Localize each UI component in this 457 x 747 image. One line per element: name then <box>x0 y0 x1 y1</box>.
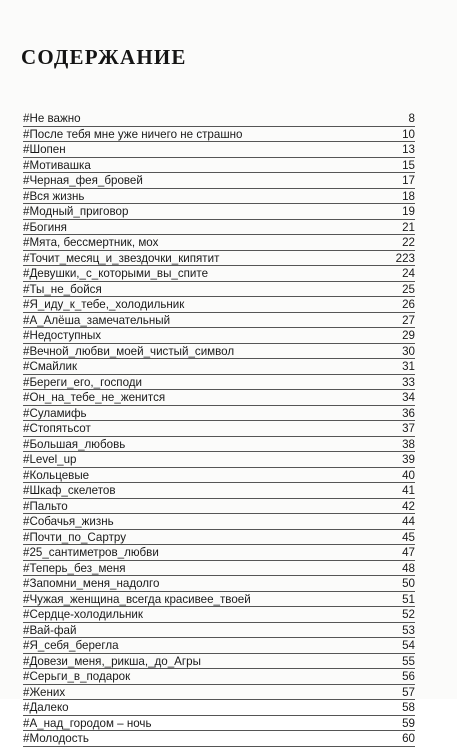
toc-entry <box>23 220 415 236</box>
page-title: СОДЕРЖАНИЕ <box>21 45 187 69</box>
toc-entry-page-number: 54 <box>402 639 415 652</box>
toc-entry <box>23 654 415 670</box>
toc-entry-title: #Смайлик <box>23 360 78 373</box>
toc-entry <box>23 111 415 127</box>
toc-entry-title: #Довези_меня,_рикша,_до_Агры <box>23 654 201 668</box>
toc-entry-title: #Сердце-холодильник <box>23 608 143 621</box>
toc-entry-page-number: 223 <box>395 251 415 265</box>
toc-entry-title: #Мотивашка <box>23 158 91 172</box>
toc-entry-page-number: 10 <box>402 127 415 141</box>
toc-entry <box>23 437 415 453</box>
toc-entry <box>23 685 415 701</box>
toc-entry-page-number: 25 <box>402 282 415 296</box>
toc-entry <box>23 406 415 422</box>
toc-entry-title: #А_Алёша_замечательный <box>23 313 171 327</box>
toc-entry <box>23 452 415 468</box>
toc-entry <box>23 266 415 282</box>
toc-entry-title: #Он_на_тебе_не_женится <box>23 391 166 404</box>
toc-entry-title: #Я_себя_берегла <box>23 639 119 652</box>
toc-entry <box>23 638 415 654</box>
toc-entry-page-number: 40 <box>402 468 415 482</box>
toc-entry-title: #Недоступных <box>23 329 102 342</box>
toc-entry-page-number: 18 <box>402 189 415 203</box>
toc-entry-title: #Большая_любовь <box>23 437 126 451</box>
toc-entry <box>23 359 415 375</box>
toc-entry-title: #Пальто <box>23 499 68 513</box>
toc-entry <box>23 607 415 623</box>
toc-entry-page-number: 42 <box>402 499 415 513</box>
toc-entry-title: #Не важно <box>23 112 81 125</box>
toc-entry <box>23 189 415 205</box>
toc-entry-page-number: 56 <box>402 670 415 683</box>
toc-entry-title: #Береги_его,_господи <box>23 375 143 389</box>
toc-entry-page-number: 45 <box>402 530 415 544</box>
toc-entry-title: #Стопятьсот <box>23 422 91 435</box>
toc-entry-title: #Богиня <box>23 220 67 234</box>
toc-entry-page-number: 27 <box>402 313 415 327</box>
toc-entry-page-number: 51 <box>402 592 415 606</box>
toc-entry <box>23 545 415 561</box>
toc-entry-page-number: 8 <box>408 112 415 125</box>
toc-entry <box>23 421 415 437</box>
toc-entry-page-number: 17 <box>402 174 415 187</box>
toc-entry-title: #Вечной_любви_моей_чистый_символ <box>23 344 235 358</box>
toc-entry-title: #Вай-фай <box>23 623 77 637</box>
toc-entry-page-number: 50 <box>402 577 415 590</box>
toc-entry-page-number: 24 <box>402 267 415 280</box>
toc-entry-page-number: 59 <box>402 716 415 730</box>
toc-entry-page-number: 60 <box>402 732 415 745</box>
toc-entry <box>23 204 415 220</box>
toc-entry-title: #Черная_фея_бровей <box>23 174 143 187</box>
toc-entry-page-number: 47 <box>402 546 415 559</box>
toc-entry <box>23 576 415 592</box>
toc-entry <box>23 235 415 251</box>
toc-entry <box>23 313 415 329</box>
toc-entry <box>23 592 415 608</box>
toc-entry-title: #Девушки,_с_которыми_вы_спите <box>23 267 209 280</box>
toc-entry-page-number: 19 <box>402 205 415 218</box>
toc-entry-title: #Жених <box>23 685 66 699</box>
toc-entry-page-number: 33 <box>402 375 415 389</box>
toc-entry-page-number: 39 <box>402 453 415 466</box>
toc-entry-title: #Чужая_женщина_всегда красивее_твоей <box>23 592 251 606</box>
toc-entry-title: #Я_иду_к_тебе,_холодильник <box>23 298 185 311</box>
toc-entry-page-number: 26 <box>402 298 415 311</box>
toc-entry-page-number: 36 <box>402 406 415 420</box>
toc-entry-page-number: 29 <box>402 329 415 342</box>
toc-entry-title: #Далеко <box>23 701 69 714</box>
toc-entry-title: #Точит_месяц_и_звездочки_кипятит <box>23 251 220 265</box>
toc-entry <box>23 514 415 530</box>
toc-entry-title: #Серьги_в_подарок <box>23 670 131 683</box>
toc-entry-title: #Ты_не_бойся <box>23 282 102 296</box>
toc-entry <box>23 468 415 484</box>
toc-entry <box>23 142 415 158</box>
toc-entry <box>23 530 415 546</box>
toc-entry-page-number: 30 <box>402 344 415 358</box>
toc-entry <box>23 700 415 716</box>
toc-entry-title: #25_сантиметров_любви <box>23 546 159 559</box>
toc-entry-page-number: 21 <box>402 220 415 234</box>
toc-entry <box>23 344 415 360</box>
toc-entry <box>23 731 415 747</box>
toc-entry <box>23 669 415 685</box>
toc-entry-page-number: 34 <box>402 391 415 404</box>
toc-entry-page-number: 13 <box>402 143 415 156</box>
toc-entry-page-number: 53 <box>402 623 415 637</box>
toc-entry-page-number: 57 <box>402 685 415 699</box>
toc-entry-page-number: 15 <box>402 158 415 172</box>
toc-entry-title: #После тебя мне уже ничего не страшно <box>23 127 243 141</box>
toc-entry-title: #Теперь_без_меня <box>23 561 126 575</box>
toc-entry <box>23 328 415 344</box>
toc-entry <box>23 158 415 174</box>
toc-entry-page-number: 48 <box>402 561 415 575</box>
toc-entry-title: #Мята, бессмертник, мох <box>23 236 159 249</box>
toc-entry <box>23 499 415 515</box>
toc-entry-page-number: 55 <box>402 654 415 668</box>
toc-entry-title: #Level_up <box>23 453 77 466</box>
toc-entry-title: #А_над_городом – ночь <box>23 716 152 730</box>
toc-entry <box>23 282 415 298</box>
toc-entry-title: #Суламифь <box>23 406 87 420</box>
toc-entry <box>23 716 415 732</box>
toc-entry-title: #Собачья_жизнь <box>23 515 114 528</box>
toc-entry-title: #Молодость <box>23 732 89 745</box>
toc-entry-page-number: 58 <box>402 701 415 714</box>
toc-entry-title: #Шопен <box>23 143 66 156</box>
toc-entry-page-number: 38 <box>402 437 415 451</box>
toc-entry-page-number: 41 <box>402 484 415 497</box>
toc-entry <box>23 173 415 189</box>
toc-entry <box>23 390 415 406</box>
toc-entry-page-number: 44 <box>402 515 415 528</box>
toc-entry-title: #Вся жизнь <box>23 189 85 203</box>
toc-entry <box>23 561 415 577</box>
toc-entry-page-number: 31 <box>402 360 415 373</box>
toc-entry-page-number: 22 <box>402 236 415 249</box>
toc-entry-page-number: 37 <box>402 422 415 435</box>
table-of-contents <box>23 111 415 747</box>
toc-entry-title: #Модный_приговор <box>23 205 129 218</box>
toc-entry-title: #Почти_по_Сартру <box>23 530 126 544</box>
toc-entry-title: #Запомни_меня_надолго <box>23 577 160 590</box>
toc-entry-title: #Кольцевые <box>23 468 90 482</box>
toc-entry <box>23 375 415 391</box>
toc-entry <box>23 623 415 639</box>
toc-entry <box>23 297 415 313</box>
toc-entry <box>23 251 415 267</box>
toc-entry <box>23 483 415 499</box>
toc-entry <box>23 127 415 143</box>
toc-entry-title: #Шкаф_скелетов <box>23 484 116 497</box>
toc-entry-page-number: 52 <box>402 608 415 621</box>
